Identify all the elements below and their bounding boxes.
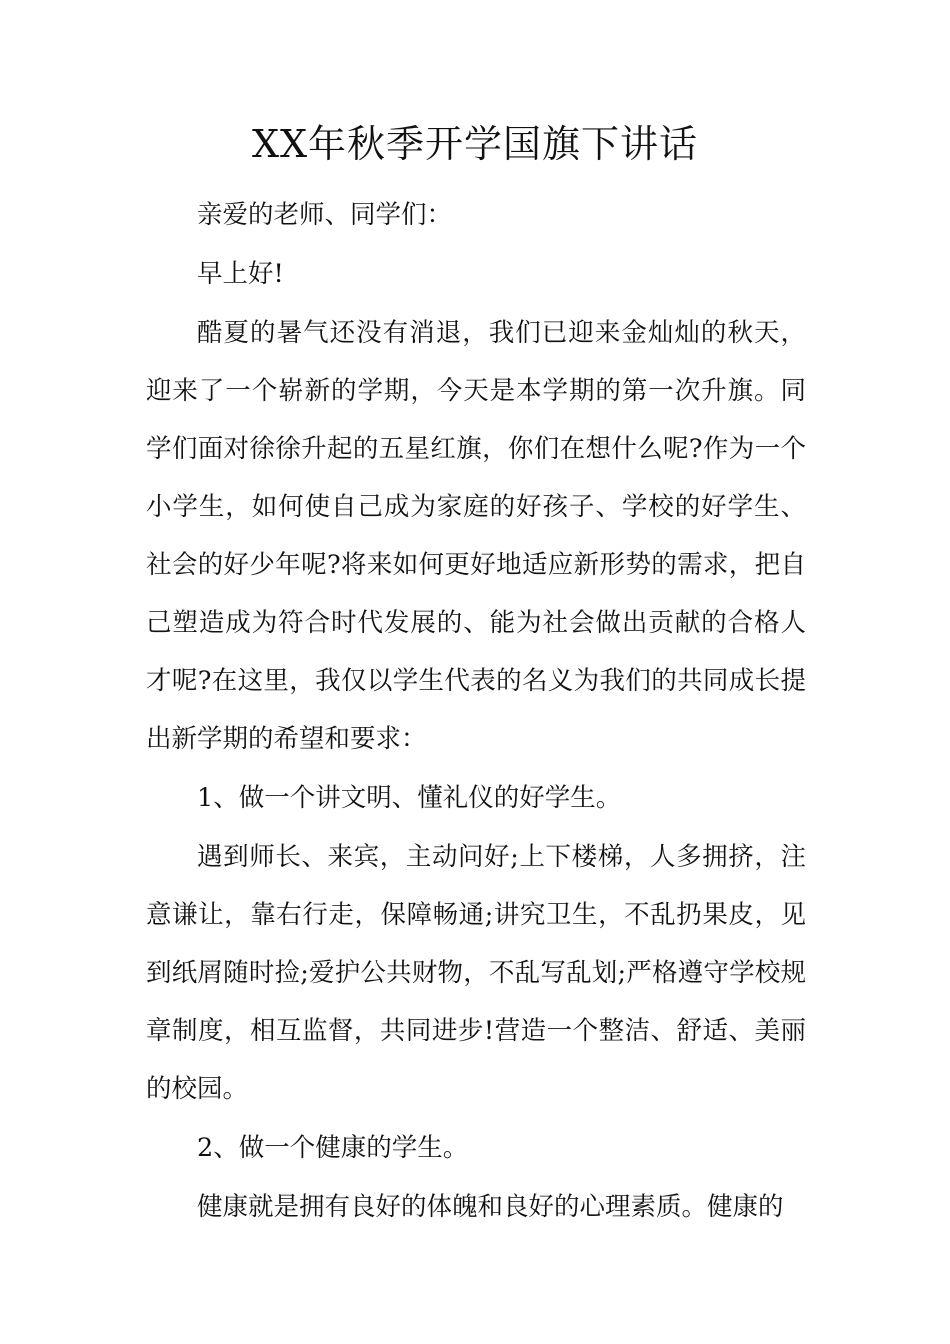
paragraph-courtesy: 遇到师长、来宾，主动问好;上下楼梯，人多拥挤，注意谦让，靠右行走，保障畅通;讲究卫生，不乱扔果皮，见到纸屑随时捡;爱护公共财物，不乱写乱划;严格遵守学校规章制度，相互监督，共同进步!营造一个整洁、舒适、美丽的校园。 bbox=[146, 842, 806, 1104]
paragraph-health: 健康就是拥有良好的体魄和良好的心理素质。健康的 bbox=[197, 1192, 784, 1222]
paragraph-intro: 酷夏的暑气还没有消退，我们已迎来金灿灿的秋天，迎来了一个崭新的学期，今天是本学期的第一次升旗。同学们面对徐徐升起的五星红旗，你们在想什么呢?作为一个小学生，如何使自己成为家庭的好孩子、学校的好学生、社会的好少年呢?将来如何更好地适应新形势的需求，把自己塑造成为符合时代发展的、能为社会做出贡献的合格人才呢?在这里，我仅以学生代表的名义为我们的共同成长提出新学期的希望和要求： bbox=[146, 318, 806, 754]
paragraph-heading-2: 2、做一个健康的学生。 bbox=[197, 1133, 469, 1163]
paragraph-heading-1: 1、做一个讲文明、懂礼仪的好学生。 bbox=[197, 783, 622, 813]
document-body bbox=[146, 186, 806, 1237]
document-title: XX年秋季开学国旗下讲话 bbox=[251, 122, 699, 166]
paragraph-good-morning: 早上好! bbox=[197, 259, 284, 289]
paragraph-greeting: 亲爱的老师、同学们： bbox=[197, 200, 453, 230]
